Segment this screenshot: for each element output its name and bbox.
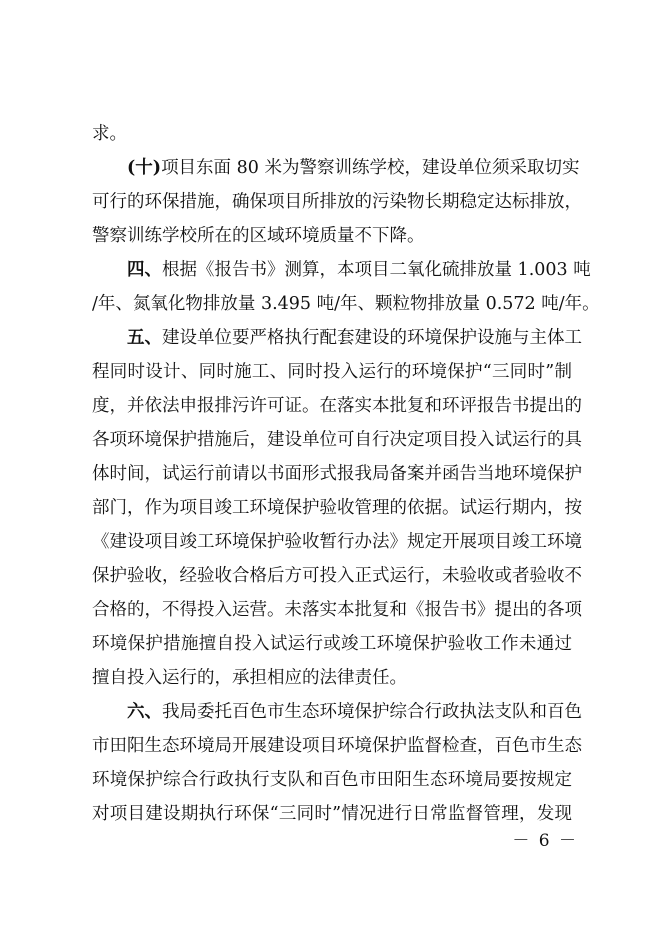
text-line: 警察训练学校所在的区域环境质量不下降。 bbox=[92, 226, 425, 246]
text-line: 部门，作为项目竣工环境保护验收管理的依据。试运行期内，按 bbox=[92, 498, 582, 518]
text-line: 合格的，不得投入运营。未落实本批复和《报告书》提出的各项 bbox=[92, 600, 582, 620]
text-line: 对项目建设期执行环保“三同时”情况进行日常监督管理，发现 bbox=[92, 804, 572, 824]
text-line: 各项环境保护措施后，建设单位可自行决定项目投入试运行的具 bbox=[92, 430, 582, 450]
text-line: /年、氮氧化物排放量 3.495 吨/年、颗粒物排放量 0.572 吨/年。 bbox=[92, 294, 600, 314]
text-line: 环境保护措施擅自投入试运行或竣工环境保护验收工作未通过 bbox=[92, 634, 572, 654]
text-line: 体时间，试运行前请以书面形式报我局备案并函告当地环境保护 bbox=[92, 464, 582, 484]
text-line: 五、建设单位要严格执行配套建设的环境保护设施与主体工 bbox=[127, 328, 582, 348]
text-line: 保护验收，经验收合格后方可投入正式运行，未验收或者验收不 bbox=[92, 566, 582, 586]
text-line: 度，并依法申报排污许可证。在落实本批复和环评报告书提出的 bbox=[92, 396, 582, 416]
text-line: 《建设项目竣工环境保护验收暂行办法》规定开展项目竣工环境 bbox=[92, 532, 582, 552]
section-marker: 六、 bbox=[127, 702, 162, 722]
text-line: 环境保护综合行政执行支队和百色市田阳生态环境局要按规定 bbox=[92, 770, 572, 790]
text-line: 求。 bbox=[92, 124, 127, 144]
text-line: 市田阳生态环境局开展建设项目环境保护监督检查，百色市生态 bbox=[92, 736, 582, 756]
section-marker: 四、 bbox=[127, 260, 162, 280]
page-number: － 6 － bbox=[512, 831, 578, 851]
text-line: 六、我局委托百色市生态环境保护综合行政执法支队和百色 bbox=[127, 702, 582, 722]
text-line: 可行的环保措施，确保项目所排放的污染物长期稳定达标排放， bbox=[92, 192, 582, 212]
text-line: 擅自投入运行的，承担相应的法律责任。 bbox=[92, 668, 407, 688]
text-line: (十)项目东面 80 米为警察训练学校，建设单位须采取切实 bbox=[127, 158, 580, 178]
text-line: 程同时设计、同时施工、同时投入运行的环境保护“三同时”制 bbox=[92, 362, 572, 382]
text-line: 四、根据《报告书》测算，本项目二氧化硫排放量 1.003 吨 bbox=[127, 260, 591, 280]
section-marker: 五、 bbox=[127, 328, 162, 348]
section-marker: (十) bbox=[127, 158, 162, 178]
